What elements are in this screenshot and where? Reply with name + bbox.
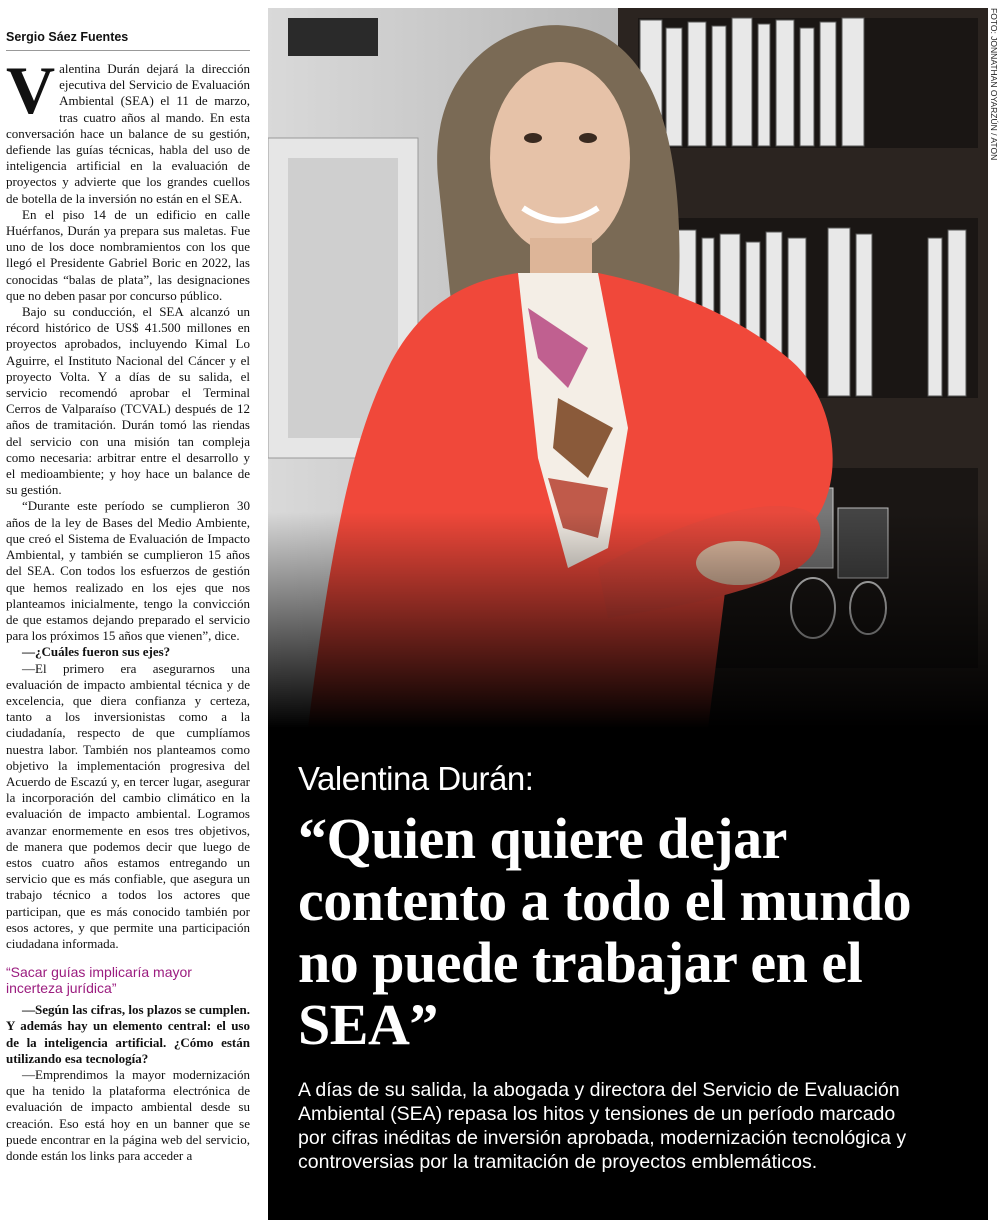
feature-block — [268, 8, 988, 1220]
headline: “Quien quiere dejar contento a todo el mundo no puede trabajar en el SEA” — [298, 806, 912, 1057]
standfirst: A días de su salida, la abogada y directora del Servicio de Evaluación Ambiental (SEA) repasa los hitos y tensiones de un período marcado por cifras inéditas de inversión aprobada, modernización tecnológica y controversias por la tramitación de proyectos emblemáticos. — [298, 1079, 907, 1173]
drop-cap: V — [6, 52, 56, 128]
interviewee-name: Valentina Durán: — [298, 760, 534, 797]
photo-credit: FOTO: JONNATHAN OYARZÚN / ATON — [989, 8, 999, 161]
paragraph: Bajo su conducción, el SEA alcanzó un récord histórico de US$ 41.500 millones en proyectos aprobados, incluyendo Kimal Lo Aguirre, el Instituto Nacional del Cáncer y el proyecto Volta. Y a días de su salida, el servicio recomendó aprobar el Terminal Cerros de Valparaíso (TCVAL) después de 12 años de tramitación. Durán tomó las riendas del servicio con una misión tan compleja como necesaria: arbitrar entre el desarrollo y el medioambiente; y hoy hace un balance de su gestión. — [6, 304, 250, 498]
article-column — [6, 30, 250, 1224]
interview-answer: —El primero era asegurarnos una evaluación de impacto ambiental técnica y de excelencia, que diera confianza y certeza, tanto a los inversionistas como a la ciudadanía, respecto de que cumplíamos nuestra labor. También nos planteamos como objetivo la implementación progresiva del Acuerdo de Escazú y, en tercer lugar, asegurar la incorporación del cambio climático en la evaluación de impacto ambiental. Logramos avanzar enormemente en esos tres objetivos, de manera que podemos decir que luego de estos cuatro años estamos entregando un servicio que es más confiable, que asegura un trabajo técnico a todos los actores que participan, que es más conocido también por esos actores, y que permite una participación ciudadana informada. — [6, 660, 250, 951]
paragraph: En el piso 14 de un edificio en calle Huérfanos, Durán ya prepara sus maletas. Fue uno de los doce nombramientos con los que llegó el Presidente Gabriel Boric en 2022, las conocidas “balas de plata”, las designaciones que no deben pasar por concurso público. — [6, 206, 250, 303]
headline-block — [298, 760, 968, 1174]
section-subhead: “Sacar guías implicaría mayor incerteza jurídica” — [6, 964, 192, 997]
interview-question: —Según las cifras, los plazos se cumplen. Y además hay un elemento central: el uso de la inteligencia artificial. ¿Cómo están utilizando esa tecnología? — [6, 1002, 250, 1066]
lead-paragraph: Valentina Durán dejará la dirección ejecutiva del Servicio de Evaluación Ambiental (SEA) el 11 de marzo, tras cuatro años al mando. En esta conversación hace un balance de su gestión, defiende las guías técnicas, habla del uso de inteligencia artificial en la evaluación de proyectos y advierte que los grandes cuellos de botella de la inversión no están en el SEA. — [6, 52, 250, 206]
article-body — [6, 52, 250, 1164]
interview-question: —¿Cuáles fueron sus ejes? — [22, 644, 171, 660]
interview-answer: —Emprendimos la mayor modernización que ha tenido la plataforma electrónica de evaluación de impacto ambiental desde su creación. Eso está hoy en un banner que se puede encontrar en la página web del servicio, donde están los links para acceder a — [6, 1066, 250, 1163]
portrait-photo — [268, 8, 988, 728]
paragraph: “Durante este período se cumplieron 30 años de la ley de Bases del Medio Ambiente, que creó el Sistema de Evaluación de Impacto Ambiental, y también se cumplieron 15 años del SEA. Con todos los esfuerzos de gestión que hemos realizado en los ejes que nos planteamos inicialmente, tengo la convicción de que estamos dejando preparado el servicio para los próximos 15 años que vienen”, dice. — [6, 498, 250, 644]
byline: Sergio Sáez Fuentes — [6, 30, 250, 51]
